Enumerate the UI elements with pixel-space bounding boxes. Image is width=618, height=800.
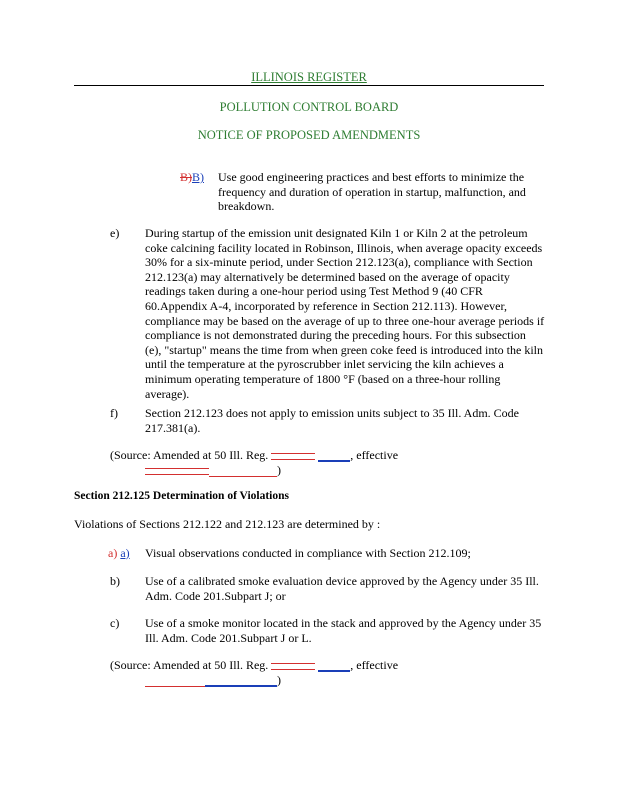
item-c-text: Use of a smoke monitor located in the stack and approved by the Agency under 35 Ill. Adm. Code 201.Subpart J or L. [145, 616, 542, 645]
blank-red-5 [145, 686, 205, 687]
section-heading: Section 212.125 Determination of Violations [74, 490, 289, 502]
notice-title: NOTICE OF PROPOSED AMENDMENTS [197, 128, 421, 142]
blank-red-2 [145, 468, 209, 475]
register-title: ILLINOIS REGISTER [251, 70, 367, 84]
source-note-1-line2: ) [145, 463, 345, 478]
blank-red-4 [271, 663, 315, 670]
blank-blue-1 [318, 460, 350, 462]
item-a-text: Visual observations conducted in compliance with Section 212.109; [145, 546, 471, 560]
item-c-label: c) [110, 616, 120, 630]
blank-red-3 [209, 476, 277, 477]
item-b-lower-text: Use of a calibrated smoke evaluation device approved by the Agency under 35 Ill. Adm. Code 201.Subpart J; or [145, 574, 539, 603]
source-note-1: (Source: Amended at 50 Ill. Reg. , effective [110, 448, 399, 462]
source-note-2: (Source: Amended at 50 Ill. Reg. , effective [110, 658, 399, 672]
board-title: POLLUTION CONTROL BOARD [219, 100, 399, 114]
item-f-text: Section 212.123 does not apply to emission units subject to 35 Ill. Adm. Code 217.381(a). [145, 406, 519, 435]
header-rule [74, 85, 544, 86]
item-e-label: e) [110, 226, 120, 240]
struck-label: B) [180, 170, 192, 184]
blank-blue-3 [205, 685, 277, 687]
item-b-upper-label [180, 170, 204, 185]
inserted-label: B) [192, 170, 204, 184]
blank-red-1 [271, 453, 315, 460]
new-label: a) [120, 546, 130, 560]
item-e-text: During startup of the emission unit designated Kiln 1 or Kiln 2 at the petroleum coke calcining facility located in Robinson, Illinois, when average opacity exceeds 30% for a six-minute period, under Section 212.123(a), compliance with Section 212.123(a) may alternatively be determined based on the average of opacity readings taken during a one-hour period using Test Method 9 (40 CFR 60.Appendix A-4, incorporated by reference in Section 212.113). However, compliance may be based on the average of up to three one-hour average periods if compliance is not demonstrated during the preceding hours. For this subsection (e), "startup" means the time from when green coke feed is introduced into the kiln until the temperature at the pyroscrubber inlet servicing the kiln achieves a minimum operating temperature of 1800 °F (based on a three-hour rolling average). [145, 226, 545, 401]
item-f-label: f) [110, 406, 118, 420]
old-label: a) [108, 546, 118, 560]
item-b-lower-label: b) [110, 574, 120, 588]
source-note-2-line2: ) [145, 673, 345, 688]
item-b-upper-text: Use good engineering practices and best efforts to minimize the frequency and duration of operation in startup, malfunction, and breakdown. [218, 170, 526, 214]
blank-blue-2 [318, 670, 350, 672]
section-intro: Violations of Sections 212.122 and 212.123 are determined by : [74, 517, 381, 531]
item-a-label [108, 546, 130, 561]
